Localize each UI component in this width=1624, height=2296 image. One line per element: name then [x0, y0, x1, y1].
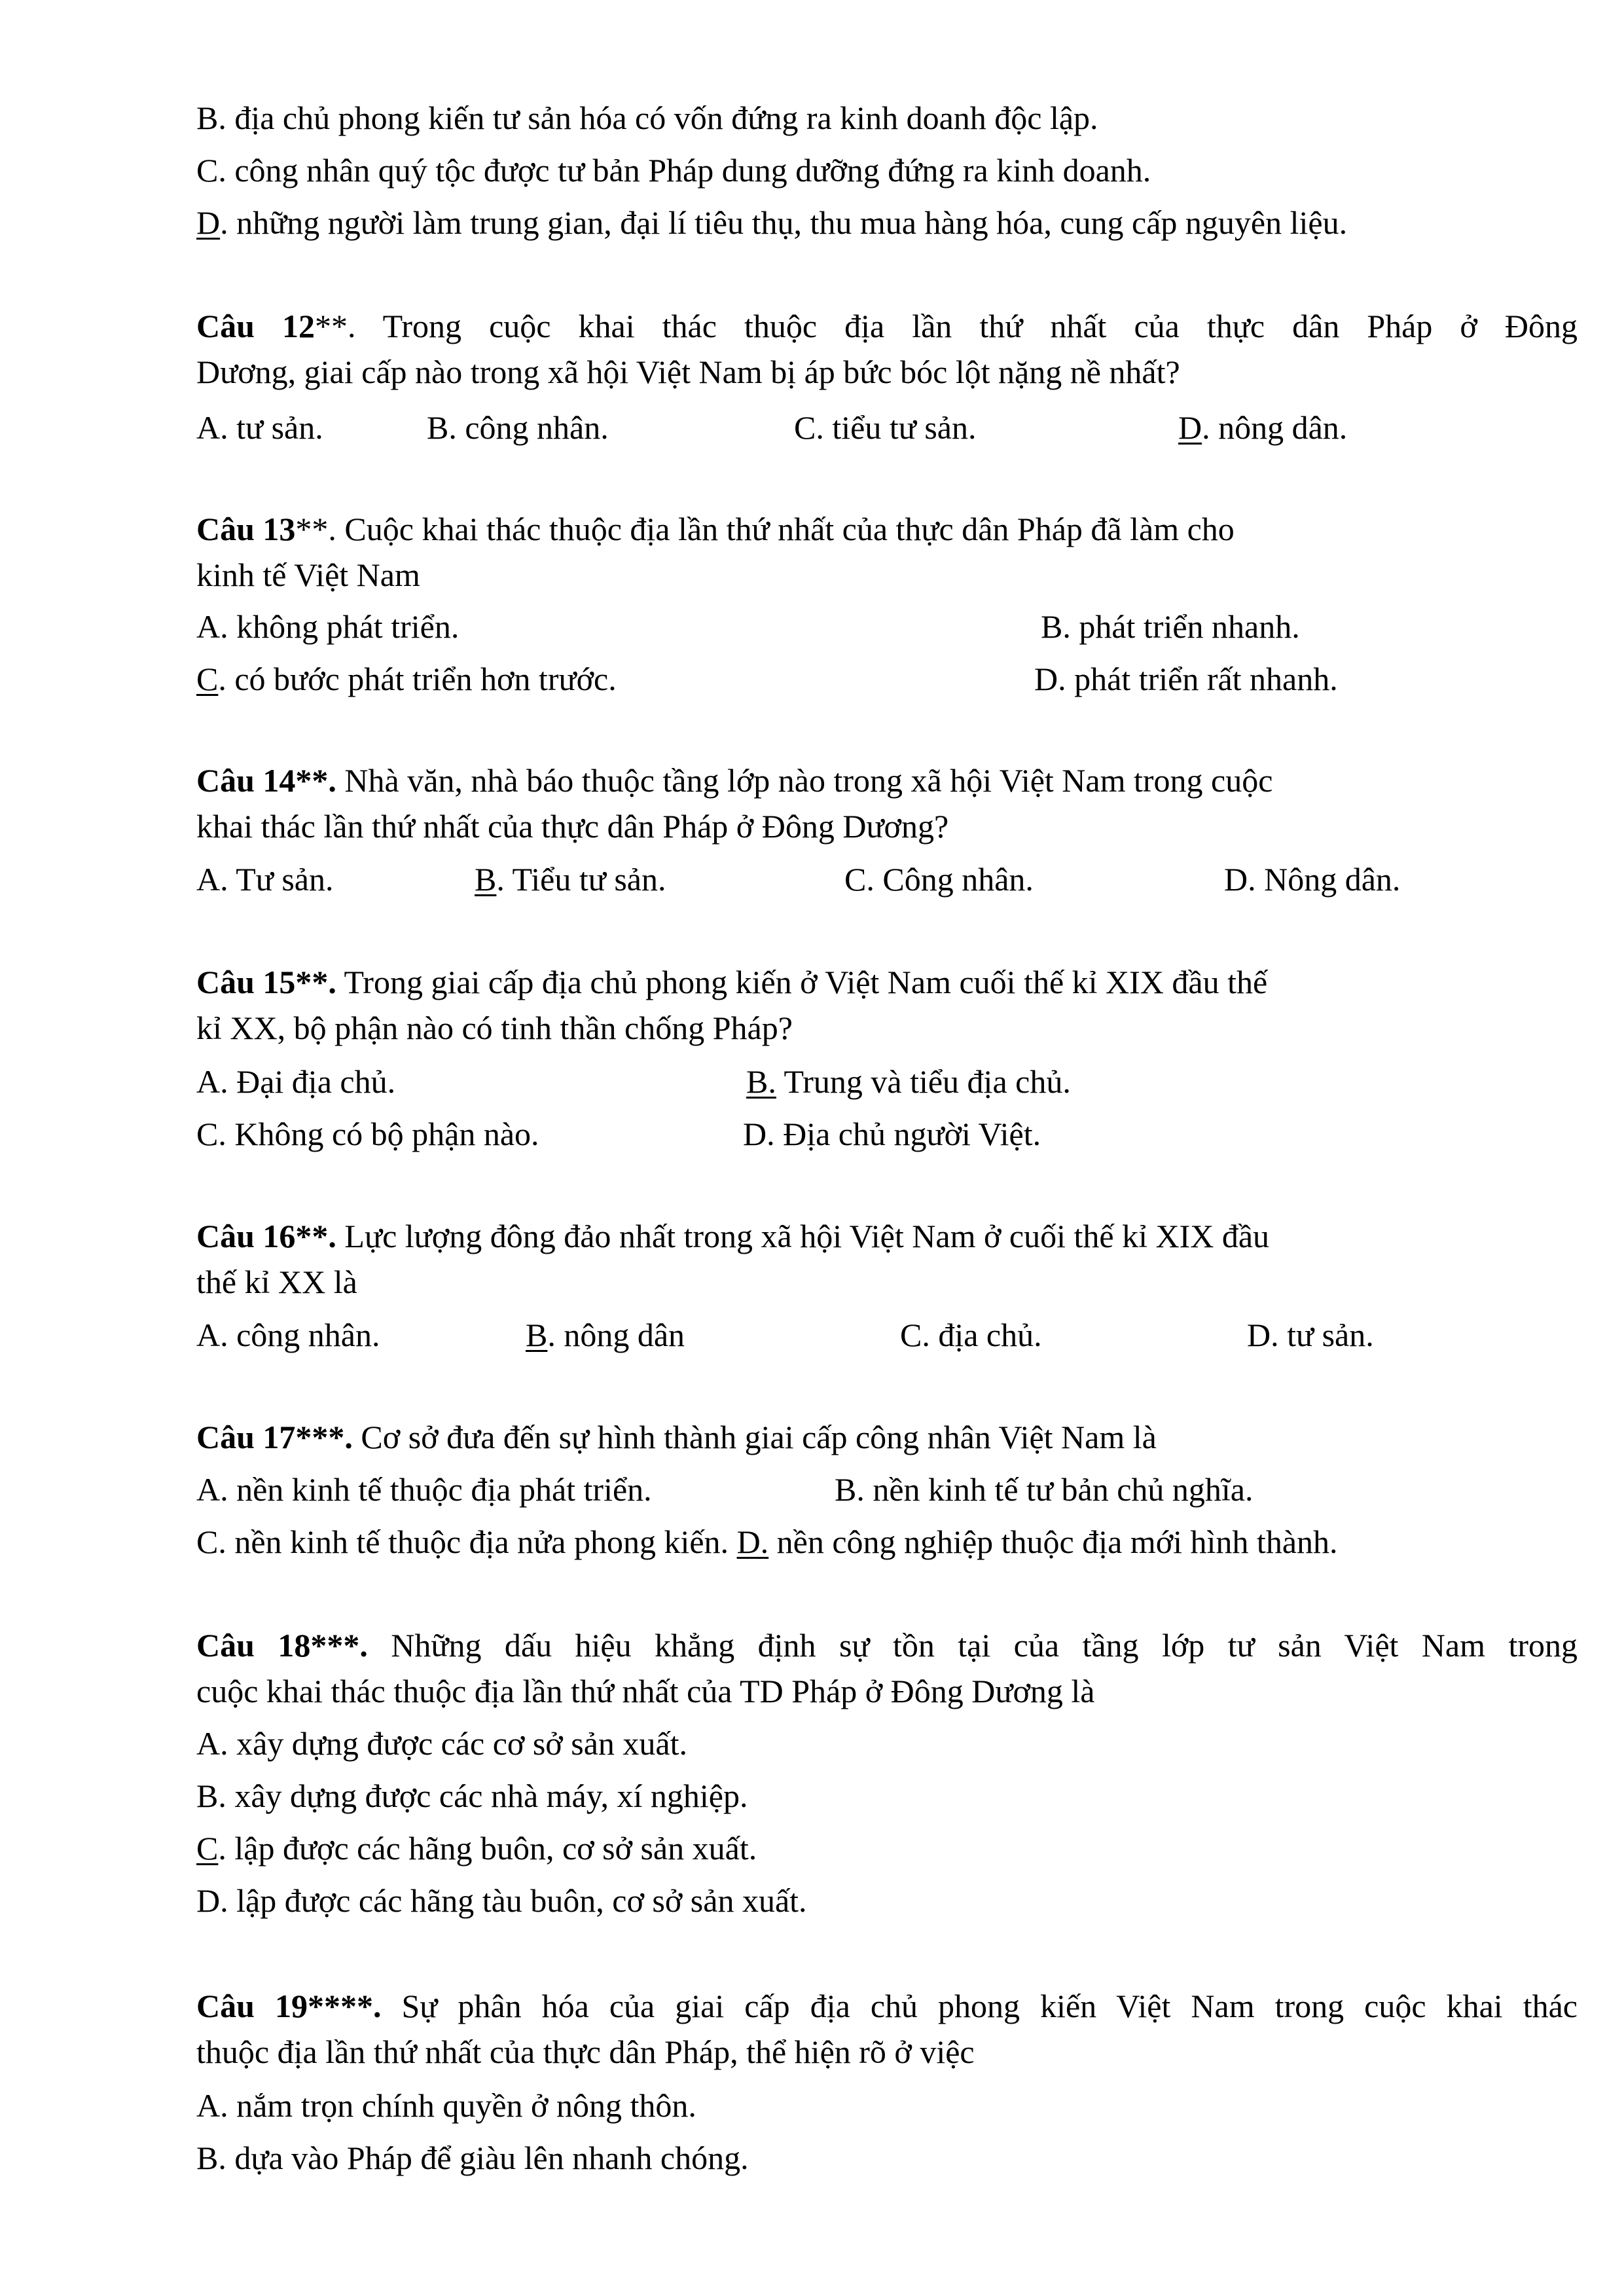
q15-question-line1: Câu 15**. Trong giai cấp địa chủ phong kiến ở Việt Nam cuối thế kỉ XIX đầu thế [196, 964, 1268, 1000]
q14-option-b: B. Tiểu tư sản. [475, 861, 666, 898]
q16-question-line2: thế kỉ XX là [196, 1264, 357, 1300]
q14-option-a: A. Tư sản. [196, 861, 334, 898]
q14-answer-letter: B [475, 861, 497, 898]
q17-option-c-d [196, 1519, 1338, 1565]
q18-question-line2: cuộc khai thác thuộc địa lần thứ nhất của TD Pháp ở Đông Dương là [196, 1673, 1095, 1709]
q11-answer-letter: D [196, 204, 221, 241]
q13-label: Câu 13 [196, 511, 296, 547]
q14-label: Câu 14**. [196, 762, 336, 799]
q11-option-d: D. những người làm trung gian, đại lí tiêu thụ, thu mua hàng hóa, cung cấp nguyên liệu. [196, 204, 1348, 241]
q16-option-d: D. tư sản. [1247, 1317, 1374, 1353]
q12-option-a: A. tư sản. [196, 409, 323, 446]
q16-option-b: B. nông dân [526, 1317, 685, 1353]
q12-option-c: C. tiểu tư sản. [794, 409, 977, 446]
q16-answer-letter: B [526, 1317, 548, 1353]
q13-option-c: C. có bước phát triển hơn trước. [196, 661, 617, 697]
q19-question-line1: Câu 19****. Sự phân hóa của giai cấp địa chủ phong kiến Việt Nam trong cuộc khai thác [196, 1988, 1578, 2024]
q11-option-c: C. công nhân quý tộc được tư bản Pháp dung dưỡng đứng ra kinh doanh. [196, 152, 1151, 189]
q17-option-c: C. nền kinh tế thuộc địa nửa phong kiến. [196, 1523, 737, 1560]
q12-answer-letter: D [1178, 409, 1202, 446]
q15-label: Câu 15**. [196, 964, 336, 1000]
q12-option-b: B. công nhân. [427, 409, 609, 446]
q14-question-line1: Câu 14**. Nhà văn, nhà báo thuộc tầng lớp nào trong xã hội Việt Nam trong cuộc [196, 762, 1273, 799]
q14-option-d: D. Nông dân. [1224, 861, 1401, 898]
q15-option-d: D. Địa chủ người Việt. [743, 1116, 1041, 1152]
q12-question-line1: Câu 12**. Trong cuộc khai thác thuộc địa lần thứ nhất của thực dân Pháp ở Đông [196, 308, 1578, 344]
q17-option-b: B. nền kinh tế tư bản chủ nghĩa. [835, 1471, 1254, 1508]
q17-answer-letter: D. [736, 1523, 769, 1560]
q18-question-line1: Câu 18***. Những dấu hiệu khẳng định sự tồn tại của tầng lớp tư sản Việt Nam trong [196, 1627, 1578, 1664]
q15-answer-letter: B. [746, 1063, 776, 1100]
q18-answer-letter: C [196, 1830, 219, 1867]
q18-label: Câu 18***. [196, 1627, 368, 1664]
q19-option-b: B. dựa vào Pháp để giàu lên nhanh chóng. [196, 2140, 749, 2176]
q19-question-line2: thuộc địa lần thứ nhất của thực dân Pháp, thể hiện rõ ở việc [196, 2033, 975, 2070]
q16-label: Câu 16**. [196, 1218, 336, 1254]
q19-option-a: A. nắm trọn chính quyền ở nông thôn. [196, 2087, 696, 2124]
q12-label: Câu 12 [196, 308, 315, 344]
q15-option-b: B. Trung và tiểu địa chủ. [746, 1063, 1071, 1100]
q12-option-d: D. nông dân. [1178, 409, 1348, 446]
q15-question-line2: kỉ XX, bộ phận nào có tinh thần chống Pháp? [196, 1010, 793, 1046]
q16-option-a: A. công nhân. [196, 1317, 380, 1353]
q14-question-line2: khai thác lần thứ nhất của thực dân Pháp ở Đông Dương? [196, 808, 949, 845]
q15-option-c: C. Không có bộ phận nào. [196, 1116, 539, 1152]
q16-question-line1: Câu 16**. Lực lượng đông đảo nhất trong xã hội Việt Nam ở cuối thế kỉ XIX đầu [196, 1218, 1270, 1254]
q11-option-b: B. địa chủ phong kiến tư sản hóa có vốn đứng ra kinh doanh độc lập. [196, 100, 1098, 136]
q13-answer-letter: C [196, 661, 219, 697]
q17-question-line1: Câu 17***. Cơ sở đưa đến sự hình thành giai cấp công nhân Việt Nam là [196, 1419, 1157, 1455]
q14-option-c: C. Công nhân. [844, 861, 1034, 898]
q16-option-c: C. địa chủ. [900, 1317, 1042, 1353]
q19-label: Câu 19****. [196, 1988, 382, 2024]
q17-label: Câu 17***. [196, 1419, 353, 1455]
q18-option-d: D. lập được các hãng tàu buôn, cơ sở sản xuất. [196, 1882, 807, 1919]
q15-option-a: A. Đại địa chủ. [196, 1063, 396, 1100]
q13-question-line2: kinh tế Việt Nam [196, 556, 420, 593]
q13-option-a: A. không phát triển. [196, 608, 460, 645]
q13-option-b: B. phát triển nhanh. [1041, 608, 1300, 645]
q13-option-d: D. phát triển rất nhanh. [1034, 661, 1338, 697]
q18-option-c: C. lập được các hãng buôn, cơ sở sản xuất. [196, 1830, 757, 1867]
q17-option-a: A. nền kinh tế thuộc địa phát triển. [196, 1471, 652, 1508]
q18-option-a: A. xây dựng được các cơ sở sản xuất. [196, 1725, 687, 1762]
q17-option-d: nền công nghiệp thuộc địa mới hình thành. [768, 1523, 1338, 1560]
q18-option-b: B. xây dựng được các nhà máy, xí nghiệp. [196, 1777, 748, 1814]
q13-question-line1: Câu 13**. Cuộc khai thác thuộc địa lần thứ nhất của thực dân Pháp đã làm cho [196, 511, 1235, 547]
q12-question-line2: Dương, giai cấp nào trong xã hội Việt Nam bị áp bức bóc lột nặng nề nhất? [196, 354, 1180, 390]
